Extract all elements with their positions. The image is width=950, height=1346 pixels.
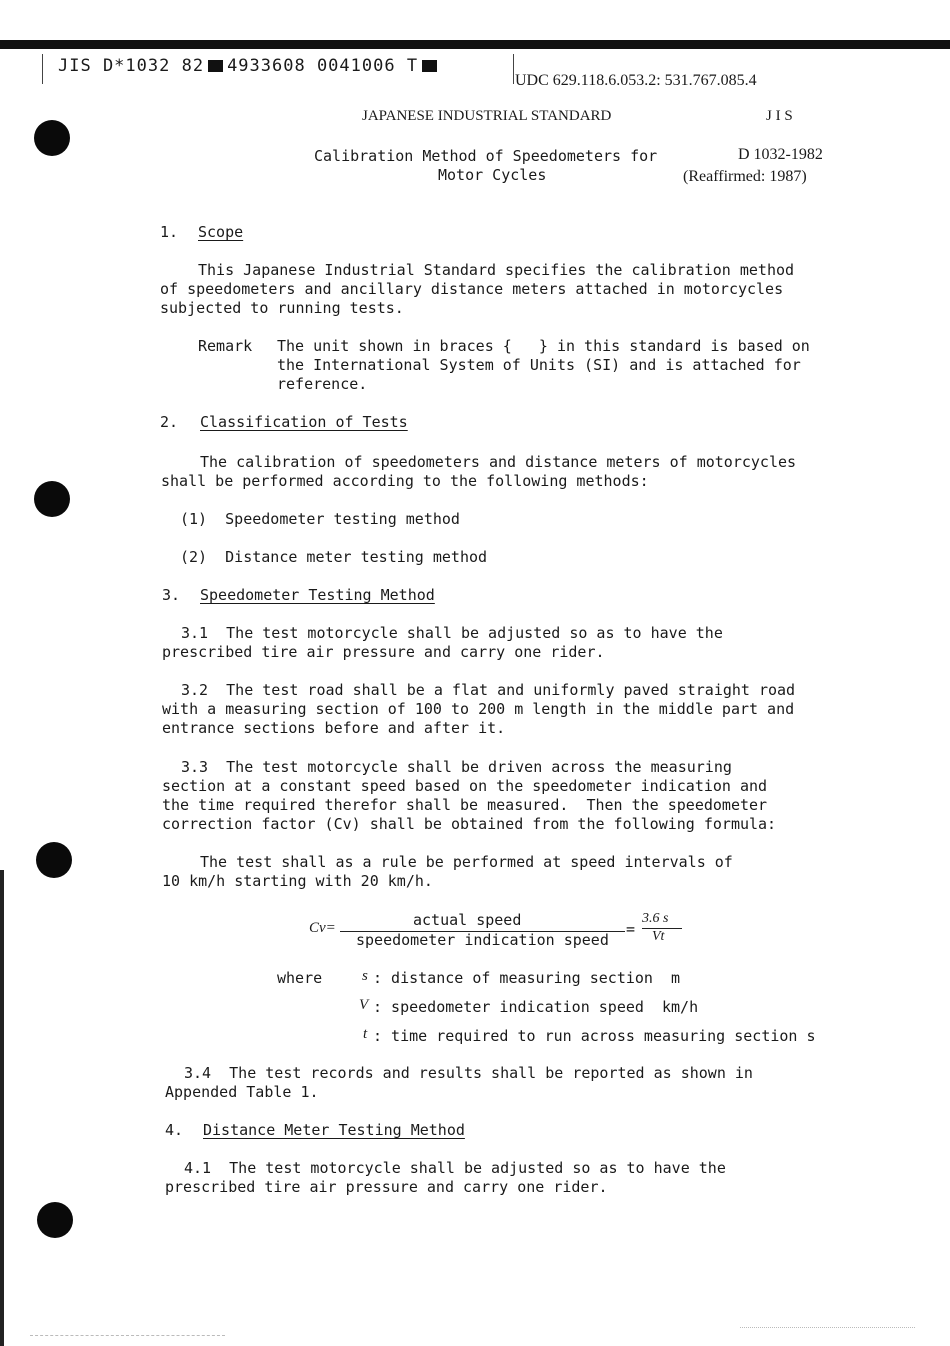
standard-number: D 1032-1982 [738, 146, 823, 163]
black-square-icon [422, 60, 437, 72]
standard-type: JAPANESE INDUSTRIAL STANDARD [362, 108, 612, 124]
punch-hole [34, 120, 70, 156]
title-line-1: Calibration Method of Speedometers for [314, 147, 658, 165]
punch-hole [37, 1202, 73, 1238]
punch-hole [34, 481, 70, 517]
punch-hole [36, 842, 72, 878]
section-2-heading: Classification of Tests [200, 413, 408, 431]
list-item: (1) Speedometer testing method [180, 510, 460, 528]
document-code: JIS D*1032 82 4933608 0041006 T [58, 56, 441, 76]
section-1-heading: Scope [198, 223, 244, 241]
clause-4-1: 4.1 The test motorcycle shall be adjusted so as to have the [184, 1159, 726, 1177]
clause-3-2: with a measuring section of 100 to 200 m length in the middle part and [162, 700, 795, 718]
scan-artifact [30, 1305, 225, 1336]
formula-lhs: Cv= [309, 920, 336, 936]
variable-description: : distance of measuring section m [373, 969, 681, 987]
scan-artifact [740, 1305, 915, 1328]
clause-3-2: 3.2 The test road shall be a flat and uniformly paved straight road [181, 681, 796, 699]
clause-3-3-note: The test shall as a rule be performed at speed intervals of [200, 853, 733, 871]
formula-denominator: speedometer indication speed [356, 931, 609, 949]
clause-3-3-note: 10 km/h starting with 20 km/h. [162, 872, 433, 890]
clause-4-1: prescribed tire air pressure and carry one rider. [165, 1178, 608, 1196]
formula-rhs-numerator: 3.6 s [642, 911, 669, 926]
formula-equals: = [626, 920, 636, 938]
variable-symbol: t [363, 1026, 368, 1042]
list-item: (2) Distance meter testing method [180, 548, 488, 566]
clause-3-3: 3.3 The test motorcycle shall be driven across the measuring [181, 758, 732, 776]
variable-symbol: s [362, 968, 368, 984]
section-1-text: This Japanese Industrial Standard specifies the calibration method [198, 261, 795, 279]
clause-3-3: correction factor (Cv) shall be obtained from the following formula: [162, 815, 777, 833]
section-1-text: subjected to running tests. [160, 299, 404, 317]
section-1-text: of speedometers and ancillary distance meters attached in motorcycles [160, 280, 784, 298]
clause-3-3: section at a constant speed based on the speedometer indication and [162, 777, 768, 795]
section-1-number: 1. [160, 223, 179, 241]
variable-symbol: V [359, 997, 369, 1013]
clause-3-1: 3.1 The test motorcycle shall be adjusted so as to have the [181, 624, 723, 642]
black-square-icon [208, 60, 223, 72]
remark-label: Remark [198, 337, 253, 355]
udc-number: UDC 629.118.6.053.2: 531.767.085.4 [515, 72, 757, 89]
formula-numerator: actual speed [413, 911, 522, 929]
scan-left-border [0, 870, 4, 1346]
section-4-number: 4. [165, 1121, 184, 1139]
clause-3-3: the time required therefor shall be measured. Then the speedometer [162, 796, 768, 814]
section-2-text: The calibration of speedometers and distance meters of motorcycles [200, 453, 797, 471]
section-4-heading: Distance Meter Testing Method [203, 1121, 465, 1139]
title-line-2: Motor Cycles [438, 166, 547, 184]
clause-3-1: prescribed tire air pressure and carry one rider. [162, 643, 605, 661]
clause-3-4: 3.4 The test records and results shall be reported as shown in [184, 1064, 753, 1082]
clause-3-4: Appended Table 1. [165, 1083, 319, 1101]
where-label: where [277, 969, 323, 987]
reaffirmed-date: (Reaffirmed: 1987) [683, 168, 807, 185]
jis-mark: J I S [766, 108, 793, 124]
clause-3-2: entrance sections before and after it. [162, 719, 506, 737]
formula-rhs-denominator: Vt [652, 929, 665, 944]
section-3-heading: Speedometer Testing Method [200, 586, 435, 604]
remark-text: reference. [277, 375, 368, 393]
scan-top-border [0, 40, 950, 49]
remark-text: the International System of Units (SI) and is attached for [277, 356, 801, 374]
remark-text: The unit shown in braces { } in this standard is based on [277, 337, 810, 355]
variable-description: : speedometer indication speed km/h [373, 998, 699, 1016]
section-2-number: 2. [160, 413, 179, 431]
variable-description: : time required to run across measuring section s [373, 1027, 816, 1045]
section-2-text: shall be performed according to the following methods: [161, 472, 649, 490]
section-3-number: 3. [162, 586, 181, 604]
